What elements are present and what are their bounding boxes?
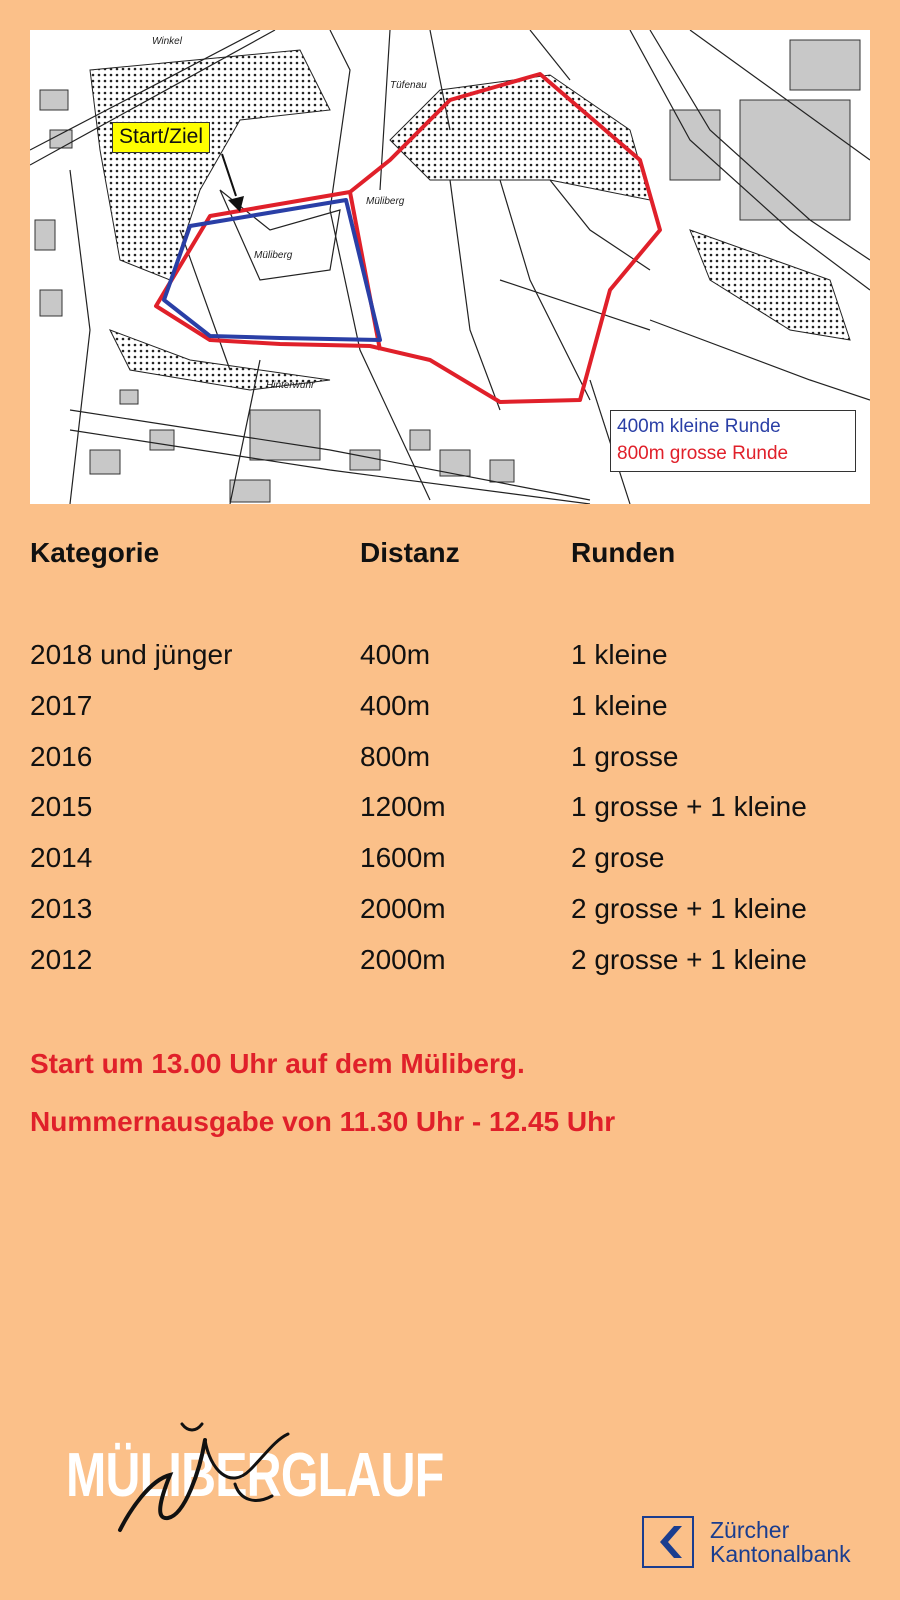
row-category: 2018 und jünger bbox=[30, 639, 233, 670]
map-label-tuefenau: Tüfenau bbox=[390, 80, 427, 91]
row-distance: 1600m bbox=[360, 842, 446, 874]
row-laps: 2 grosse + 1 kleine bbox=[571, 943, 807, 975]
sponsor-name-line1: Zürcher bbox=[710, 1517, 790, 1543]
row-category: 2014 bbox=[30, 842, 93, 874]
row-laps: 1 grosse + 1 kleine bbox=[571, 791, 807, 823]
sponsor-name-line2: Kantonalbank bbox=[710, 1541, 851, 1567]
bank-chevron-icon bbox=[642, 1516, 694, 1568]
table-row bbox=[30, 681, 880, 732]
table-row bbox=[30, 630, 880, 681]
row-laps: 2 grose bbox=[571, 842, 665, 874]
legend-large-loop: 800m grosse Runde bbox=[617, 443, 789, 464]
row-distance: 1200m bbox=[360, 791, 446, 823]
legend-small-loop: 400m kleine Runde bbox=[617, 416, 781, 437]
row-distance: 400m bbox=[360, 689, 431, 721]
map-legend bbox=[610, 410, 856, 472]
row-category: 2016 bbox=[30, 740, 93, 772]
table-row bbox=[30, 935, 880, 986]
start-finish-label: Start/Ziel bbox=[112, 122, 210, 153]
map-label-hinterwuhr: Hinterwuhr bbox=[266, 380, 315, 391]
table-row bbox=[30, 884, 880, 935]
event-logo bbox=[60, 1400, 444, 1570]
small-loop-route bbox=[164, 200, 380, 340]
forest-area-east bbox=[690, 230, 850, 340]
table-row bbox=[30, 833, 880, 884]
sponsor-name bbox=[710, 1518, 851, 1566]
row-category: 2015 bbox=[30, 791, 93, 823]
table-row bbox=[30, 782, 880, 833]
table-header bbox=[30, 528, 880, 578]
category-table bbox=[30, 528, 880, 986]
event-logo-text: MÜLIBERGLAUF bbox=[66, 1441, 444, 1510]
row-category: 2012 bbox=[30, 943, 93, 975]
sponsor-logo bbox=[642, 1516, 882, 1572]
bib-pickup-notice: Nummernausgabe von 11.30 Uhr - 12.45 Uhr bbox=[30, 1106, 616, 1137]
runner-signature-icon bbox=[60, 1400, 370, 1570]
row-laps: 1 kleine bbox=[571, 689, 668, 721]
row-distance: 2000m bbox=[360, 943, 446, 975]
row-distance: 2000m bbox=[360, 892, 446, 924]
map-label-winkel: Winkel bbox=[152, 36, 182, 47]
header-category: Kategorie bbox=[30, 537, 160, 568]
row-laps: 2 grosse + 1 kleine bbox=[571, 892, 807, 924]
table-row bbox=[30, 732, 880, 783]
row-distance: 400m bbox=[360, 639, 431, 670]
map-label-mueliberg-north: Müliberg bbox=[366, 196, 405, 207]
start-time-notice: Start um 13.00 Uhr auf dem Müliberg. bbox=[30, 1048, 525, 1079]
map-label-mueliberg-south: Müliberg bbox=[254, 250, 293, 261]
forest-area-west bbox=[90, 50, 330, 280]
row-distance: 800m bbox=[360, 740, 431, 772]
header-laps: Runden bbox=[571, 537, 676, 568]
row-category: 2013 bbox=[30, 892, 93, 924]
header-distance: Distanz bbox=[360, 537, 460, 568]
row-laps: 1 kleine bbox=[571, 639, 668, 670]
row-category: 2017 bbox=[30, 689, 93, 721]
course-map bbox=[30, 30, 870, 504]
row-laps: 1 grosse bbox=[571, 740, 679, 772]
start-arrow-line bbox=[222, 154, 236, 196]
